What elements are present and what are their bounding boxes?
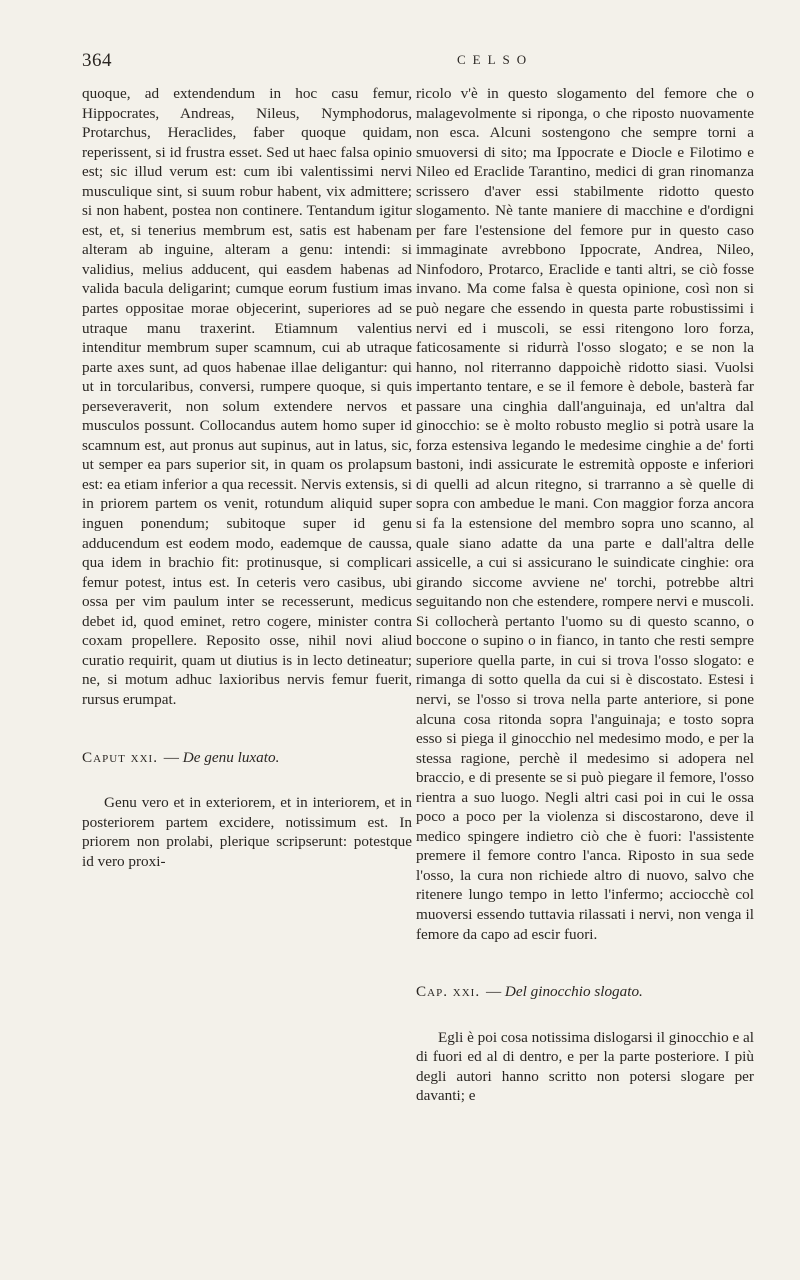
- italian-chapter-heading: [416, 982, 754, 1002]
- italian-paragraph-2: Egli è poi cosa notissima dislogarsi il ginocchio e al di fuori ed al di dentro, e per la parte posteriore. I più degli autori hanno scritto non potersi slogare per davanti; e: [416, 1028, 754, 1105]
- italian-chapter-dash: —: [485, 983, 502, 1001]
- italian-paragraph-1: ricolo v'è in questo slogamento del femore che o malagevolmente si riponga, o che riposto nuovamente non esca. Alcuni sostengono che sempre torni a smuoversi di sito; ma Ippocrate e Diocle e Filotimo e Nileo ed Eraclide Tarantino, medici di gran rinomanza scrissero d'aver essi stabilmente ridotto questo slogamento. Nè tante maniere di macchine e d'ordigni per fare l'estensione del femore pur in questo caso immaginate avrebbono Ippocrate, Andrea, Nileo, Ninfodoro, Protarco, Eraclide e tanti altri, se ciò fosse invano. Ma come falsa è questa opinione, così non si può negare che essendo in questa parte robustissimi i nervi ed i muscoli, se essi ritengono loro forza, faticosamente si ridurrà l'osso slogato; e se non la hanno, nol riterranno dappoichè ridotto siasi. Vuolsi impertanto tentare, e se il femore è debole, basterà far passare una cinghia dall'anguinaja, ed un'altra dal ginocchio: se è molto robusto meglio si potrà usare la forza estensiva legando le medesime cinghie a de' forti bastoni, indi assicurate le estremità opposte e inferiori di quelli ad alcun ritegno, si trarranno a sè quelle di sopra con ambedue le mani. Con maggior forza ancora si fa la estensione del membro sopra uno scanno, al quale siano adatte da una parte e dall'altra delle assicelle, a cui si assicurano le suindicate cinghie: ora girando siccome avviene ne' torchi, potrebbe altri seguitando non che estendere, rompere nervi e muscoli. Si collocherà pertanto l'uomo su di questo scanno, o boccone o supino o in fianco, in tanto che resti sempre superiore quella parte, in cui si trova l'osso slogato: e rimanga di sotto quella da cui si è discostato. Estesi i nervi, se l'osso si trova nella parte anteriore, si pone alcuna cosa ritonda sopra l'anguinaja; e tosto sopra esso si piega il ginocchio nel medesimo modo, e per la stessa ragione, perchè il medesimo si adopera nel braccio, e di presente se si può piegare il femore, l'osso rientra a suo luogo. Negli altri casi poi in cui le ossa poco a poco per la violenza si discostarono, deve il medico spingere indietro ciò che è fuori: l'assistente premere il femore contro l'anca. Riposto in sua sede l'osso, la cura non richiede altro di nuovo, salvo che ritenere lungo tempo in letto l'infermo; acciocchè col muoversi essendo tuttavia rilassati i nervi, non venga il femore da capo ad escir fuori.: [416, 85, 754, 943]
- latin-column: [82, 84, 412, 871]
- latin-chapter-heading: [82, 748, 412, 768]
- italian-chapter-label: Cap. xxi.: [416, 983, 481, 1001]
- latin-chapter-label: Caput xxi.: [82, 748, 158, 766]
- latin-paragraph-2: Genu vero et in exteriorem, et in interiorem, et in posteriorem partem excidere, notissimum est. In priorem non prolabi, plerique scripserunt: potestque id vero proxi-: [82, 794, 412, 870]
- latin-chapter-title: De genu luxato.: [182, 748, 280, 766]
- page-number: 364: [82, 50, 112, 71]
- latin-paragraph-1: quoque, ad extendendum in hoc casu femur, Hippocrates, Andreas, Nileus, Nymphodorus, Protarchus, Heraclides, faber quoque quidam, reperissent, si id frustra esset. Sed ut haec falsa opinio est; sic illud verum est: cum ibi valentissimi nervi musculique sint, si suum robur habent, vix admittere; si non habent, postea non continere. Tentandum igitur est, et, si tenerius membrum est, satis est habenam alteram ab inguine, alteram a genu: intendi: si validius, melius adducent, qui easdem habenas ad valida bacula deligarint; cumque eorum fustium imas partes oppositae morae objecerint, superiores ad se utraque manu traxerint. Etiamnum valentius intenditur membrum super scamnum, cui ab utraque parte axes sunt, ad quos habenae illae deligantur: qui ut in torcularibus, conversi, rumpere quoque, si quis perseveraverit, non solum extendere nervos et musculos possunt. Collocandus autem homo super id scamnum est, aut pronus aut supinus, aut in latus, sic, ut semper ea pars superior sit, in quam os prolapsum est: ea etiam inferior a qua recessit. Nervis extensis, si in priorem partem os venit, rotundum aliquid super inguen ponendum; subitoque super id genu adducendum est eodem modo, eademque de caussa, qua idem in brachio fit: protinusque, si complicari femur potest, intus est. In ceteris vero casibus, ubi ossa per vim paulum inter se recesserunt, medicus debet id, quod eminet, retro cogere, minister contra coxam propellere. Reposito osse, nihil novi aliud curatio requirit, quam ut diutius is in lecto detineatur; ne, si motum adhuc laxioribus nervis femur fuerit, rursus erumpat.: [82, 85, 412, 708]
- latin-chapter-dash: —: [163, 748, 179, 766]
- page-header: [82, 50, 760, 74]
- running-head: CELSO: [457, 52, 534, 67]
- italian-column: [416, 84, 754, 1106]
- italian-chapter-title: Del ginocchio slogato.: [504, 983, 643, 1001]
